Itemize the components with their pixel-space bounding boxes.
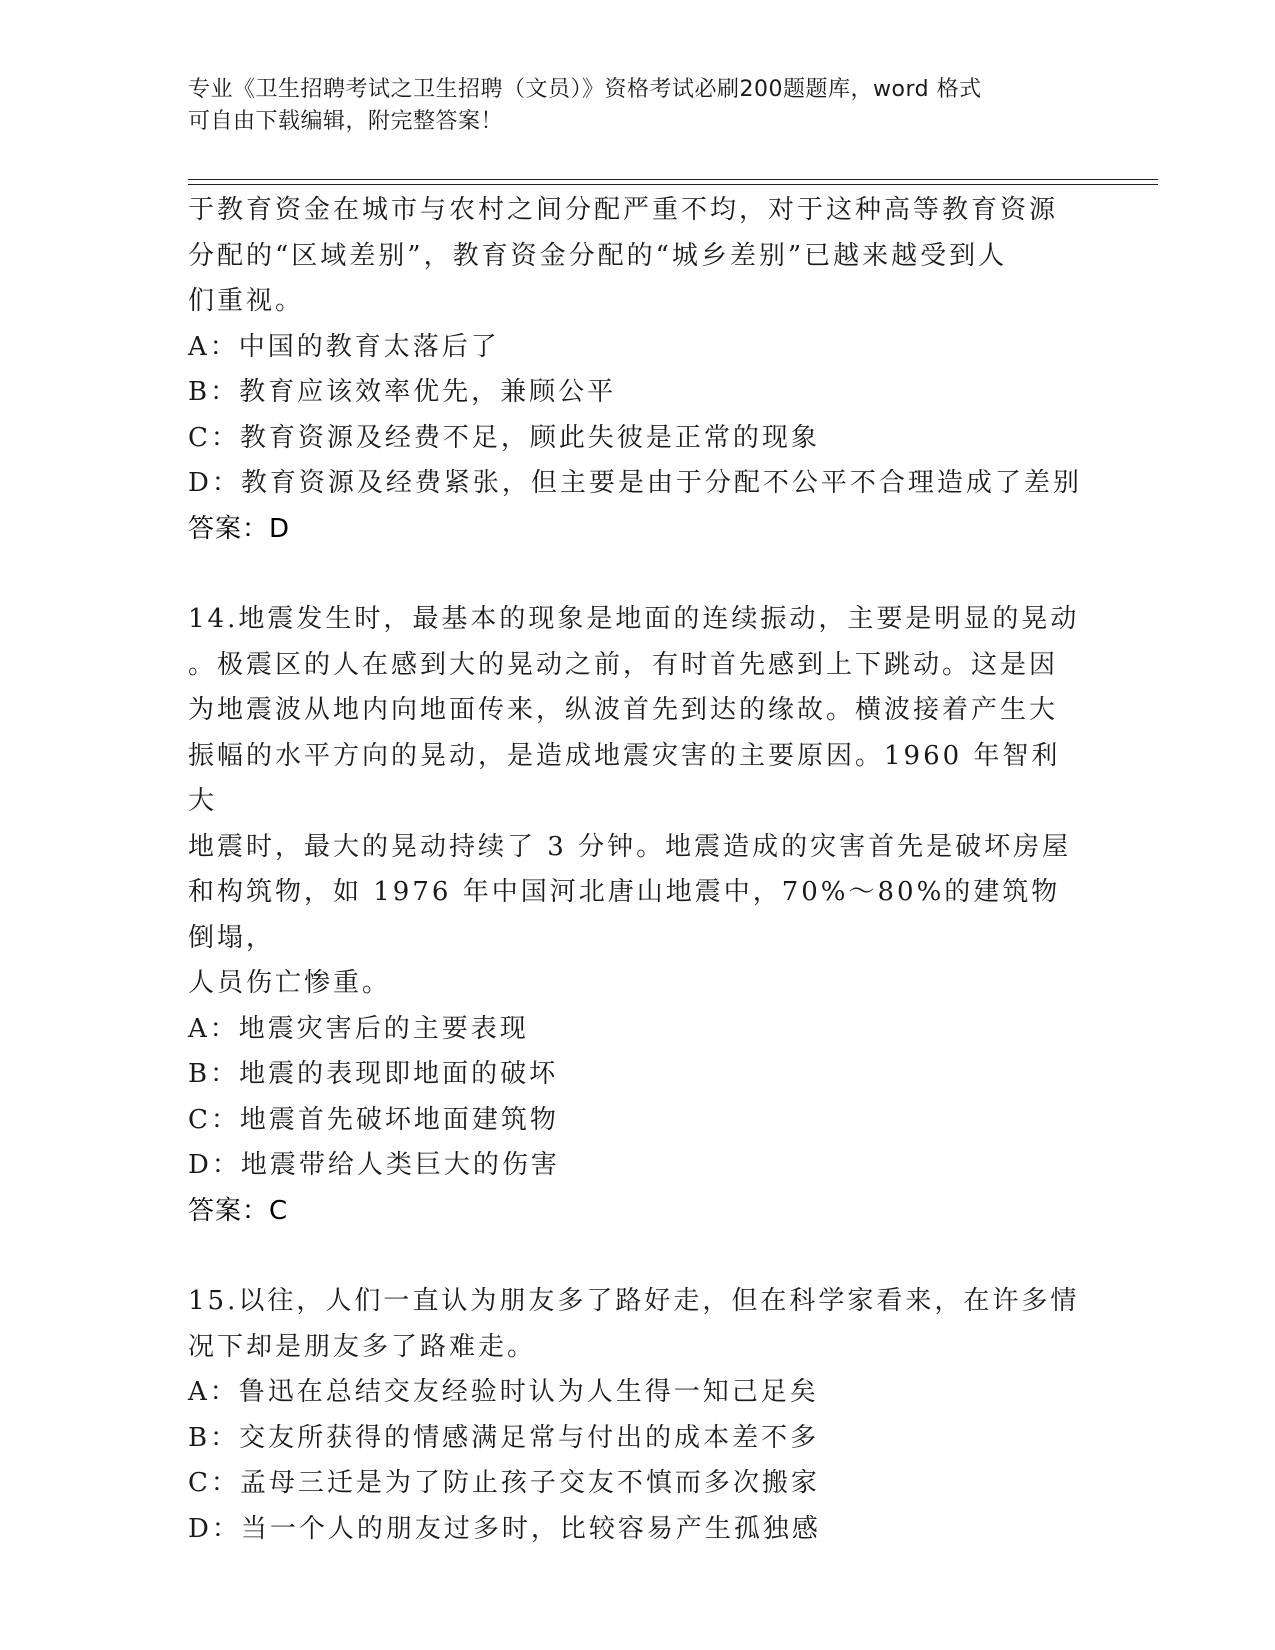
question-13-option-a: A：中国的教育太落后了 [188,331,500,362]
header-title-line-1: 专业《卫生招聘考试之卫生招聘（文员）》资格考试必刷200题题库，word 格式 [188,77,982,102]
question-14-stem-line-6: 和构筑物，如 1976 年中国河北唐山地震中，70%～80%的建筑物倒塌， [188,877,1061,953]
question-14-option-b: B：地震的表现即地面的破坏 [188,1059,559,1089]
question-15-option-a: A：鲁迅在总结交友经验时认为人生得一知己足矣 [188,1377,819,1407]
question-15 [188,1279,1088,1552]
question-13-option-d: D：教育资源及经费紧张，但主要是由于分配不公平不合理造成了差别 [188,468,1082,498]
question-14-stem-line-2: 。极震区的人在感到大的晃动之前，有时首先感到上下跳动。这是因 [188,649,1059,680]
question-14-stem-line-3: 为地震波从地内向地面传来，纵波首先到达的缘故。横波接着产生大 [188,695,1059,725]
question-14-stem-line-5: 地震时，最大的晃动持续了 3 分钟。地震造成的灾害首先是破坏房屋 [188,831,1072,862]
question-13-stem-line-2: 分配的“区域差别”，教育资金分配的“城乡差别”已越来越受到人 [188,240,1008,271]
spacer [188,552,1088,597]
question-14-stem-line-1: 14.地震发生时，最基本的现象是地面的连续振动，主要是明显的晃动 [188,604,1080,634]
question-13-answer: 答案：D [188,513,291,544]
question-14-option-a: A：地震灾害后的主要表现 [188,1013,529,1044]
question-14-stem-line-7: 人员伤亡惨重。 [188,968,392,998]
document-header [188,74,1088,138]
question-content [188,188,1088,1552]
header-divider-bottom [188,184,1158,185]
question-15-option-c: C：孟母三迁是为了防止孩子交友不慎而多次搬家 [188,1468,820,1498]
question-13-option-b: B：教育应该效率优先，兼顾公平 [188,377,617,407]
question-14-answer: 答案：C [188,1195,289,1226]
question-15-stem-line-2: 况下却是朋友多了路难走。 [188,1331,537,1362]
question-14 [188,597,1088,1234]
question-15-option-d: D：当一个人的朋友过多时，比较容易产生孤独感 [188,1513,821,1544]
question-13-option-c: C：教育资源及经费不足，顾此失彼是正常的现象 [188,422,820,453]
question-15-option-b: B：交友所获得的情感满足常与付出的成本差不多 [188,1422,820,1453]
spacer [188,1234,1088,1279]
question-13 [188,188,1088,552]
question-14-option-c: C：地震首先破坏地面建筑物 [188,1104,559,1135]
question-13-stem-line-1: 于教育资金在城市与农村之间分配严重不均，对于这种高等教育资源 [188,195,1059,225]
question-14-stem-line-4: 振幅的水平方向的晃动，是造成地震灾害的主要原因。1960 年智利大 [188,740,1061,816]
header-divider-top [188,179,1158,180]
question-14-option-d: D：地震带给人类巨大的伤害 [188,1150,560,1180]
question-15-stem-line-1: 15.以往，人们一直认为朋友多了路好走，但在科学家看来，在许多情 [188,1286,1080,1316]
question-13-stem-line-3: 们重视。 [188,286,305,316]
header-title-line-2: 可自由下载编辑，附完整答案！ [188,109,504,134]
